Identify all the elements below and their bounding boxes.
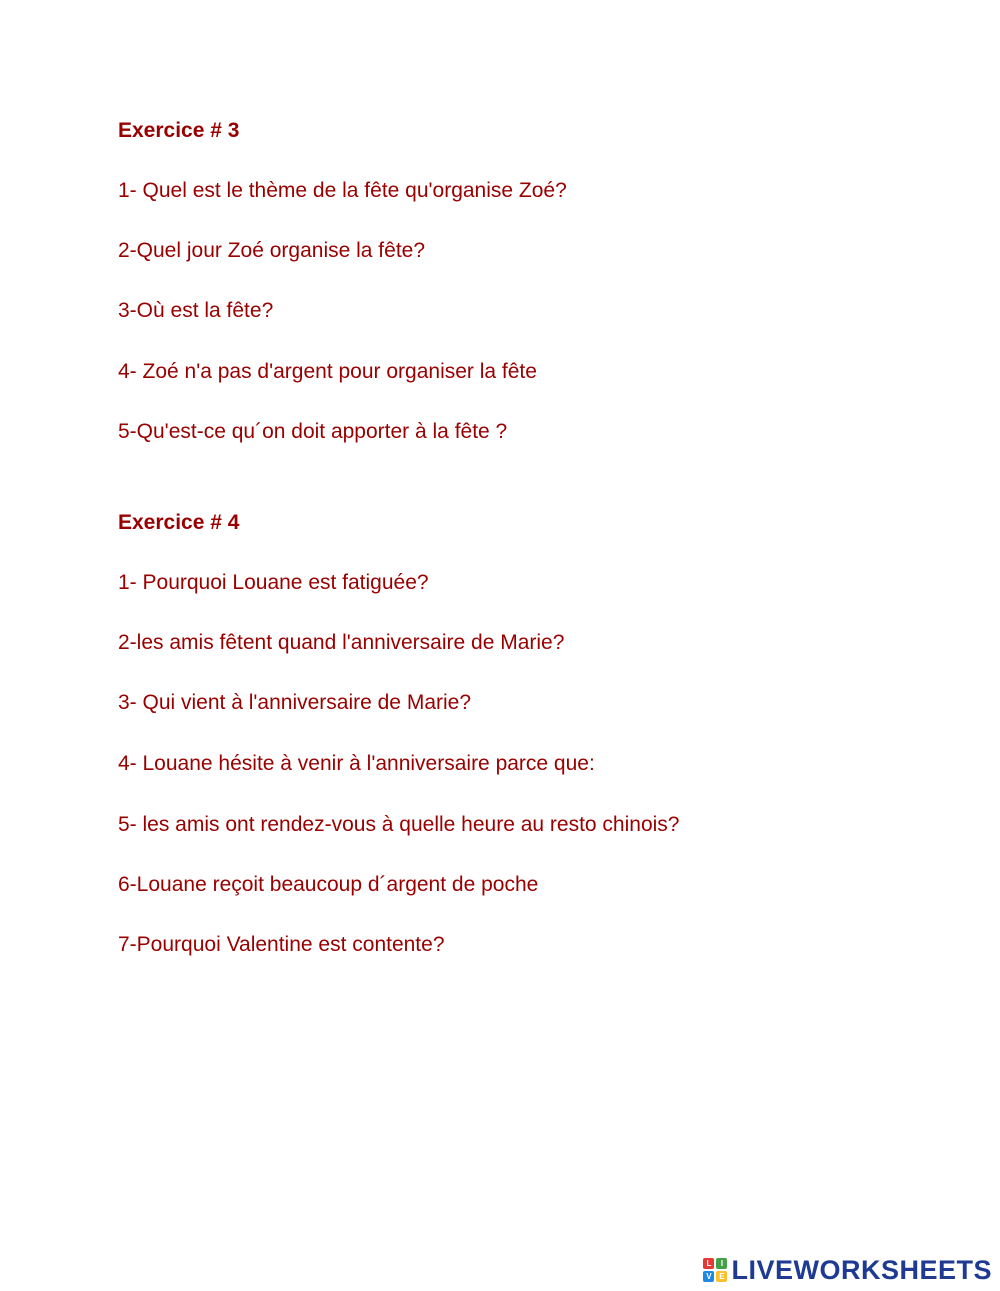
exercise-3-question-2: 2-Quel jour Zoé organise la fête? bbox=[118, 239, 426, 262]
liveworksheets-logo bbox=[703, 1255, 992, 1285]
exercise-3-question-1: 1- Quel est le thème de la fête qu'organise Zoé? bbox=[118, 179, 567, 202]
exercise-4-question-3: 3- Qui vient à l'anniversaire de Marie? bbox=[118, 691, 472, 714]
logo-block-e: E bbox=[716, 1271, 727, 1282]
exercise-4-question-4: 4- Louane hésite à venir à l'anniversaire parce que: bbox=[118, 752, 595, 775]
exercise-3-heading: Exercice # 3 bbox=[118, 119, 240, 142]
exercise-4-question-5: 5- les amis ont rendez-vous à quelle heure au resto chinois? bbox=[118, 813, 680, 836]
logo-blocks-icon bbox=[703, 1258, 727, 1282]
logo-text: LIVEWORKSHEETS bbox=[731, 1254, 992, 1285]
exercise-4-heading: Exercice # 4 bbox=[118, 511, 240, 534]
exercise-4-question-6: 6-Louane reçoit beaucoup d´argent de poche bbox=[118, 873, 539, 896]
logo-block-l: L bbox=[703, 1258, 714, 1269]
logo-block-v: V bbox=[703, 1271, 714, 1282]
exercise-4-question-7: 7-Pourquoi Valentine est contente? bbox=[118, 933, 445, 956]
exercise-4-question-1: 1- Pourquoi Louane est fatiguée? bbox=[118, 571, 429, 594]
exercise-3-question-4: 4- Zoé n'a pas d'argent pour organiser la fête bbox=[118, 360, 537, 383]
logo-block-i: I bbox=[716, 1258, 727, 1269]
exercise-3-question-5: 5-Qu'est-ce qu´on doit apporter à la fête ? bbox=[118, 420, 508, 443]
exercise-3-question-3: 3-Où est la fête? bbox=[118, 299, 274, 322]
exercise-4-question-2: 2-les amis fêtent quand l'anniversaire de Marie? bbox=[118, 631, 565, 654]
